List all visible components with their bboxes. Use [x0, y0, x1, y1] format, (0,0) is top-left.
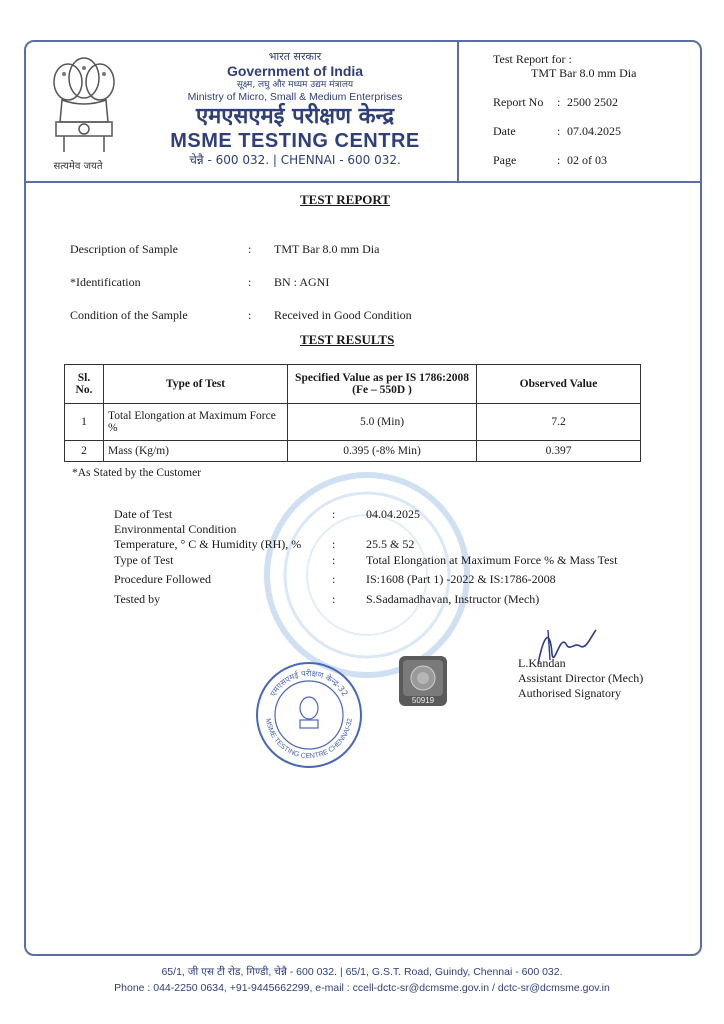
temperature-value: 25.5 & 52: [366, 537, 415, 551]
environment-label: Environmental Condition: [114, 522, 237, 536]
hindi-govt: भारत सरकार: [268, 50, 322, 63]
ministry-name: Ministry of Micro, Small & Medium Enterprises: [187, 91, 403, 103]
environment-row: [114, 522, 674, 536]
date-row: [493, 123, 693, 139]
hologram-number: 50919: [411, 696, 435, 705]
page-footer: [0, 964, 724, 996]
header-vertical-divider: [457, 42, 459, 181]
footer-address: 65/1, जी एस टी रोड, गिण्डी, चेन्नै - 600 032. | 65/1, G.S.T. Road, Guindy, Chennai - 600 032.: [161, 966, 563, 978]
organisation-header: [140, 50, 450, 169]
page-value: 02 of 03: [567, 153, 607, 167]
hindi-ministry: सूक्ष्म, लघु और मध्यम उद्यम मंत्रालय: [236, 80, 354, 90]
report-no-row: [493, 94, 693, 110]
table-row: [65, 441, 641, 462]
footer-contact: Phone : 044-2250 0634, +91-9445662299, e-mail : ccell-dctc-sr@dcmsme.gov.in / dctc-sr@dcmsme.gov.in: [114, 982, 610, 994]
type-cell: Mass (Kg/m): [104, 441, 288, 462]
identification-label: *Identification: [70, 275, 141, 289]
colon: :: [332, 507, 336, 521]
colon: :: [332, 592, 336, 606]
type-header: Type of Test: [104, 365, 288, 404]
colon: :: [248, 308, 252, 322]
tested-by-row: [114, 592, 674, 606]
sample-description-row: [70, 240, 630, 258]
colon: :: [332, 572, 336, 586]
sl-cell: 2: [65, 441, 104, 462]
identification-row: [70, 273, 630, 291]
spec-header: Specified Value as per IS 1786:2008 (Fe – 550D ): [288, 365, 477, 404]
colon: :: [557, 124, 561, 138]
table-row: [65, 404, 641, 441]
date-value: 07.04.2025: [567, 124, 621, 138]
signatory-role: Authorised Signatory: [518, 686, 621, 700]
spec-cell: 5.0 (Min): [288, 404, 477, 441]
centre-address: चेन्नै - 600 032. | CHENNAI - 600 032.: [189, 153, 401, 167]
date-of-test-row: [114, 507, 674, 521]
customer-note: *As Stated by the Customer: [72, 467, 202, 479]
report-no-label: Report No: [493, 95, 544, 109]
type-of-test-row: [114, 553, 674, 567]
report-for-label: Test Report for :: [493, 52, 572, 66]
page-label: Page: [493, 153, 517, 167]
date-of-test-label: Date of Test: [114, 507, 173, 521]
type-of-test-label: Type of Test: [114, 553, 174, 567]
hologram-icon: [398, 655, 448, 707]
temperature-row: [114, 537, 674, 551]
procedure-label: Procedure Followed: [114, 572, 211, 586]
signatory-designation: Assistant Director (Mech): [518, 671, 644, 685]
sl-header: Sl. No.: [65, 365, 104, 404]
report-meta: [493, 52, 693, 167]
procedure-value: IS:1608 (Part 1) -2022 & IS:1786-2008: [366, 572, 556, 586]
colon: :: [248, 275, 252, 289]
temperature-label: Temperature, ° C & Humidity (RH), %: [114, 537, 302, 551]
report-no-value: 2500 2502: [567, 95, 618, 109]
report-for-value: TMT Bar 8.0 mm Dia: [531, 66, 637, 80]
colon: :: [332, 553, 336, 567]
svg-text:MSME TESTING CENTRE CHENNAI-32: [264, 718, 354, 760]
type-of-test-value: Total Elongation at Maximum Force % & Mass Test: [366, 553, 618, 567]
table-header-row: [65, 365, 641, 404]
sample-description-label: Description of Sample: [70, 242, 178, 256]
official-seal-icon: [254, 660, 364, 770]
seal-top-text: एमएसएमई परीक्षण केन्द्र-32: [268, 668, 350, 698]
sl-cell: 1: [65, 404, 104, 441]
sample-description-value: TMT Bar 8.0 mm Dia: [274, 242, 380, 256]
signatory-name: L.Kandan: [518, 656, 566, 670]
emblem-motto: सत्यमेव जयते: [53, 161, 103, 172]
signatory-block: [518, 628, 688, 701]
national-emblem-icon: [44, 52, 124, 170]
identification-value: BN : AGNI: [274, 275, 330, 289]
date-of-test-value: 04.04.2025: [366, 507, 420, 521]
tested-by-value: S.Sadamadhavan, Instructor (Mech): [366, 592, 540, 606]
hologram-sticker: [398, 655, 448, 707]
colon: :: [248, 242, 252, 256]
centre-name: MSME TESTING CENTRE: [170, 130, 420, 152]
condition-row: [70, 306, 630, 324]
observed-cell: 7.2: [477, 404, 641, 441]
govt-of-india: Government of India: [226, 63, 364, 79]
header-divider: [26, 181, 700, 183]
page-row: [493, 152, 693, 168]
colon: :: [332, 537, 336, 551]
test-report-heading: TEST REPORT: [300, 192, 390, 207]
type-cell: Total Elongation at Maximum Force %: [104, 404, 288, 441]
procedure-row: [114, 572, 674, 586]
hindi-centre-name: एमएसएमई परीक्षण केन्द्र: [195, 104, 395, 129]
results-table: [64, 364, 641, 462]
observed-header: Observed Value: [477, 365, 641, 404]
test-results-heading: TEST RESULTS: [300, 332, 395, 347]
colon: :: [557, 153, 561, 167]
colon: :: [557, 95, 561, 109]
observed-cell: 0.397: [477, 441, 641, 462]
condition-value: Received in Good Condition: [274, 308, 412, 322]
condition-label: Condition of the Sample: [70, 308, 188, 322]
seal-bottom-text: MSME TESTING CENTRE CHENNAI-32: [264, 717, 354, 761]
date-label: Date: [493, 124, 516, 138]
spec-cell: 0.395 (-8% Min): [288, 441, 477, 462]
tested-by-label: Tested by: [114, 592, 161, 606]
